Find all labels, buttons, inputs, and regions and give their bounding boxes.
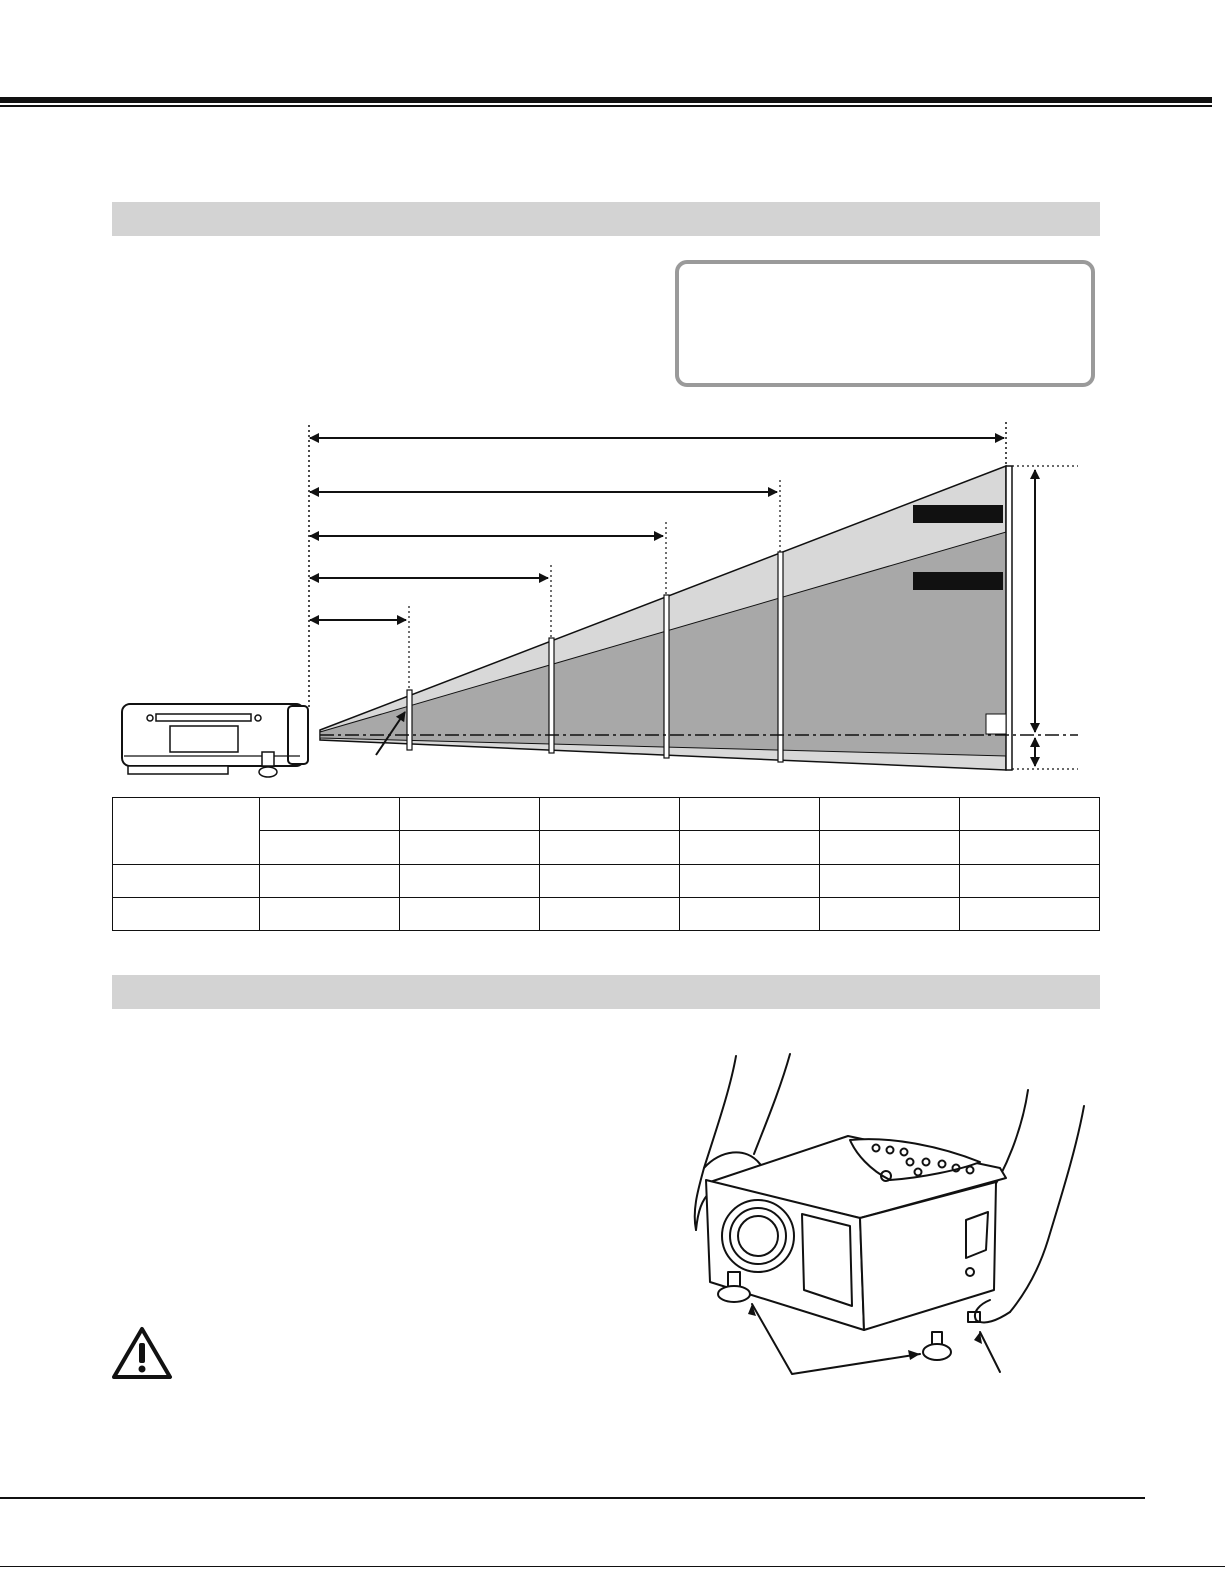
table-row [113,864,1100,897]
table-cell [540,897,680,930]
label-plate [913,572,1003,590]
table-cell [680,831,820,864]
table-cell [820,798,960,831]
projection-cone-inner [320,532,1006,756]
table-cell [820,831,960,864]
table-header-cell [113,864,260,897]
table-cell [540,831,680,864]
table-cell [260,897,400,930]
screen-panel [407,690,412,750]
section-bar-adjustable-feet [112,975,1100,1009]
header-rule-thin [0,105,1212,107]
table-cell [260,831,400,864]
table-cell [400,897,540,930]
section-bar-positioning [112,202,1100,236]
header-rule-thick [0,97,1212,103]
table-cell [540,798,680,831]
table-header-cell [113,798,260,865]
table-cell [680,897,820,930]
table-cell [680,864,820,897]
warning-triangle-icon [110,1325,174,1383]
table-cell [960,897,1100,930]
table-cell [960,798,1100,831]
screen-panel-largest [1006,466,1012,770]
screen-panel [664,595,669,758]
table-cell [540,864,680,897]
note-box [675,260,1095,387]
table-cell [960,864,1100,897]
table-cell [820,864,960,897]
table-row [113,831,1100,864]
footer-rule [0,1497,1145,1499]
table-header-cell [113,897,260,930]
projection-distance-table [112,797,1100,931]
table-cell [400,831,540,864]
table-row [113,798,1100,831]
table-row [113,897,1100,930]
screen-panel [778,552,783,762]
table-cell [960,831,1100,864]
table-cell [400,864,540,897]
label-plate [913,505,1003,523]
projector-side-icon [122,704,308,777]
center-marker-box [986,714,1006,734]
projection-distance-diagram [0,410,1225,800]
table-cell [820,897,960,930]
table-cell [680,798,820,831]
table-cell [260,864,400,897]
hands-carrying-projector-icon [680,1050,1100,1400]
table-cell [260,798,400,831]
table-cell [400,798,540,831]
footer-rule-thin [0,1566,1225,1567]
